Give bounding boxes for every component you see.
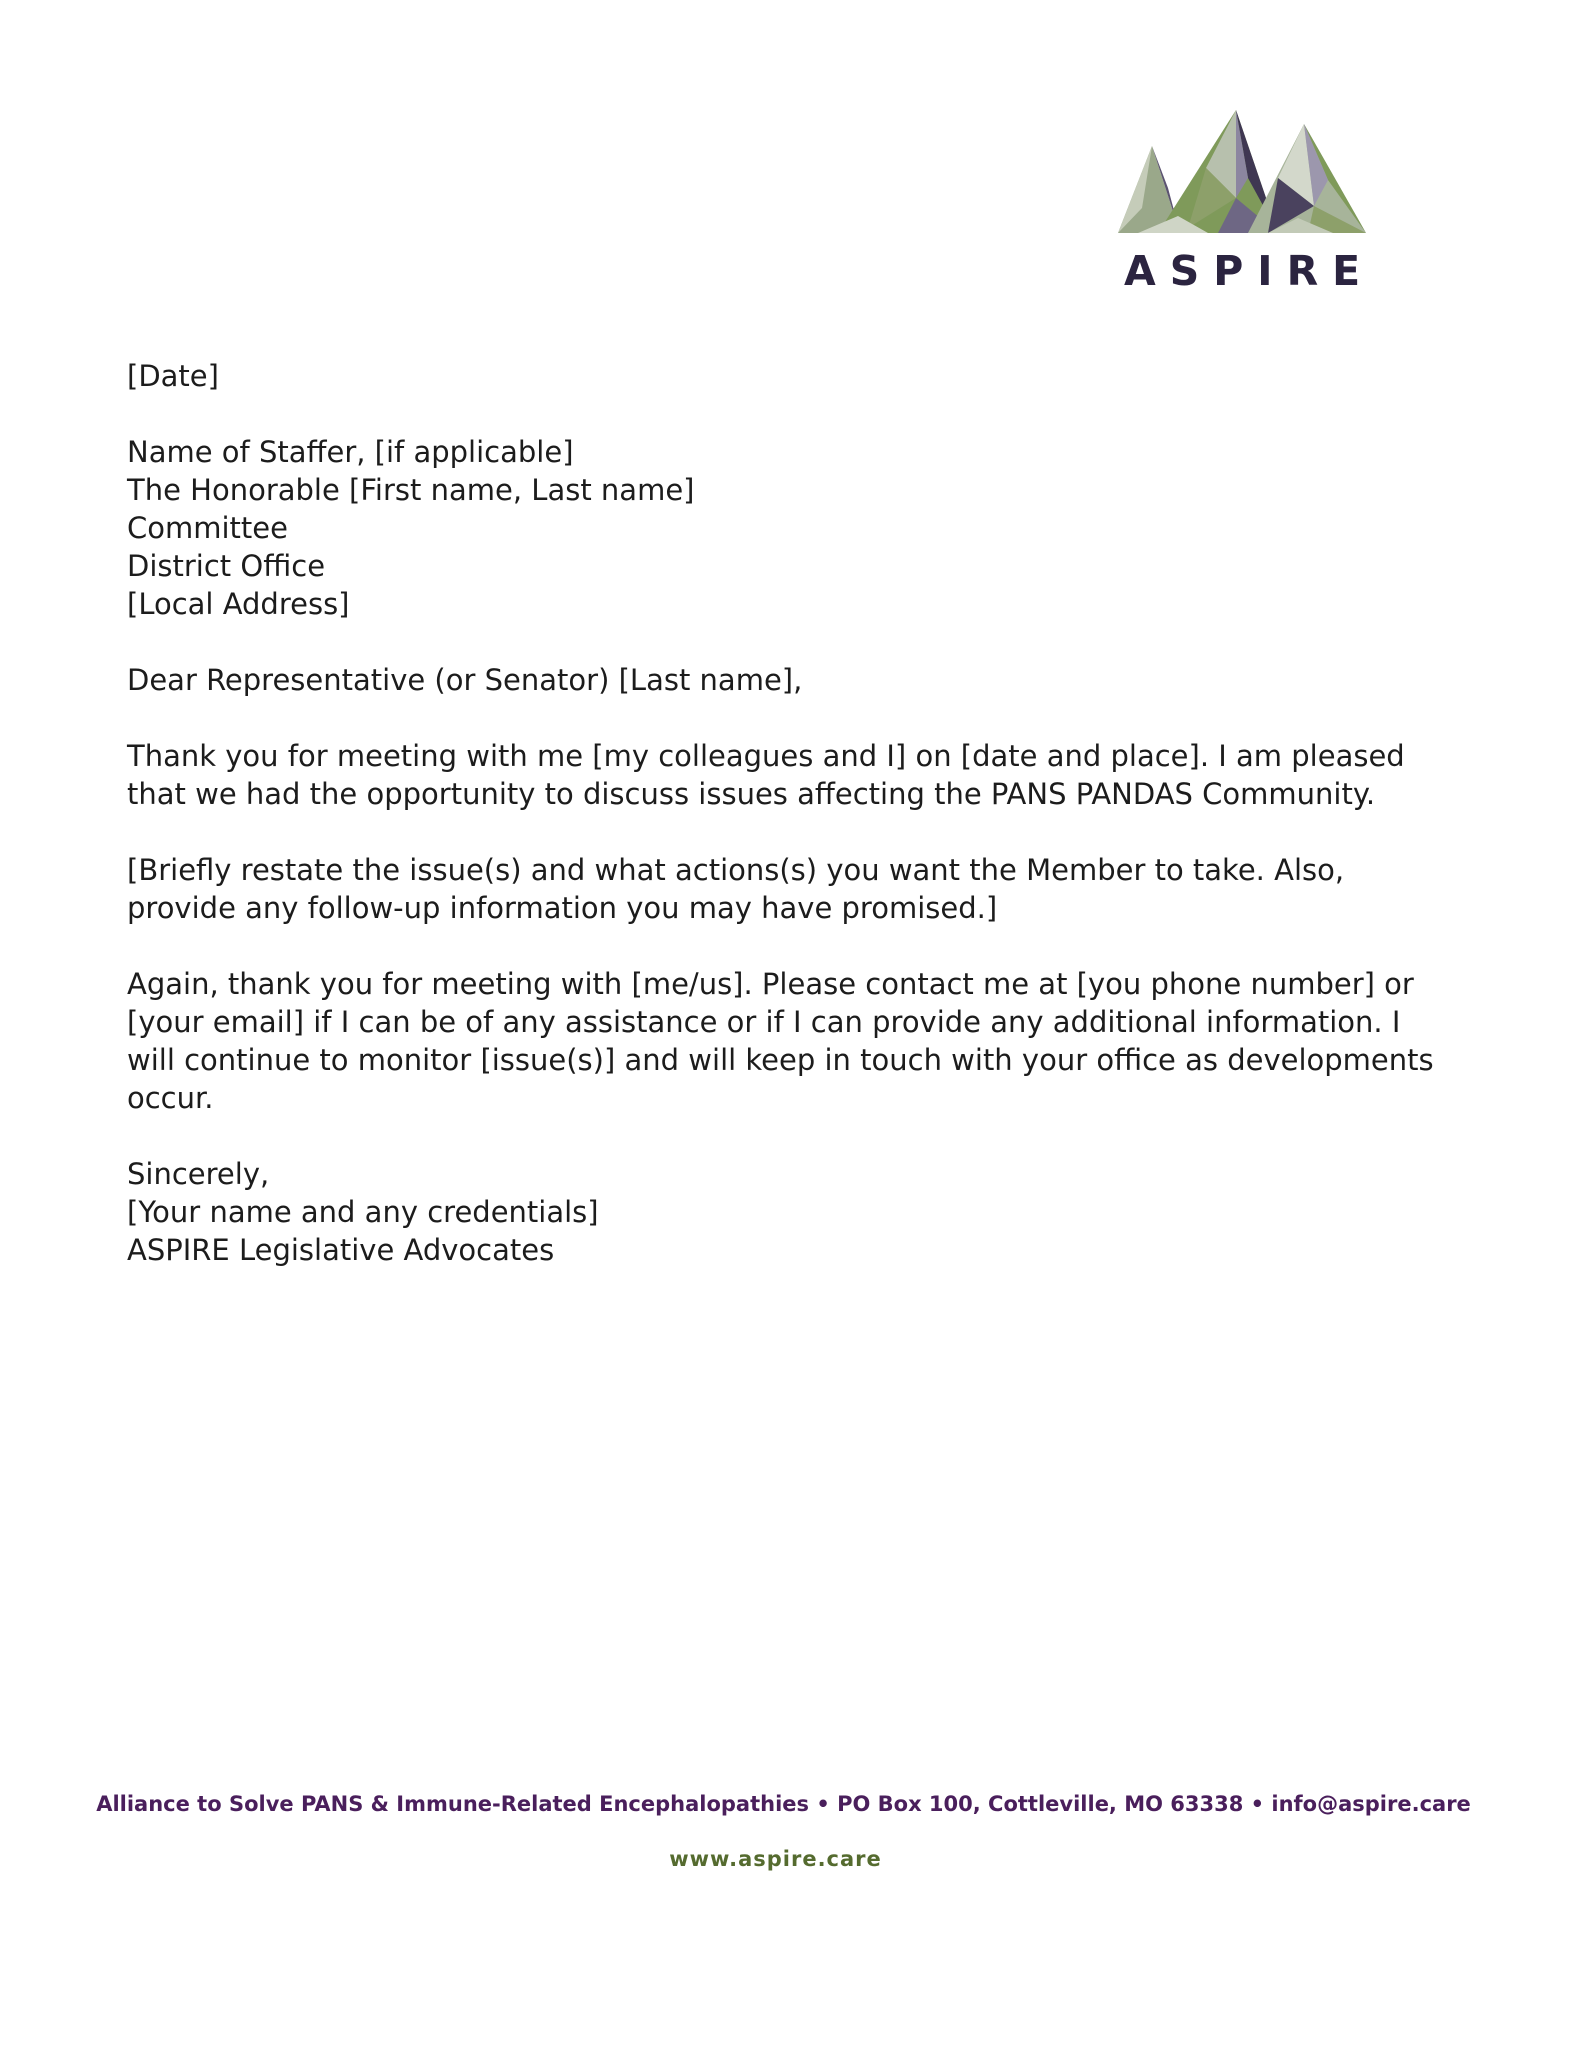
body-paragraph-issue: [Briefly restate the issue(s) and what actions(s) you want the Member to take. Also, provide any follow-up information you may have promised.] bbox=[127, 853, 1345, 925]
address-honorable: The Honorable [First name, Last name] bbox=[127, 473, 695, 507]
closing-organization: ASPIRE Legislative Advocates bbox=[127, 1233, 555, 1267]
closing-name: [Your name and any credentials] bbox=[127, 1195, 599, 1229]
address-office: District Office bbox=[127, 549, 326, 583]
mountain-logo-icon bbox=[1118, 108, 1366, 248]
letter-date: [Date] bbox=[127, 359, 219, 393]
footer-contact: Alliance to Solve PANS & Immune-Related Encephalopathies • PO Box 100, Cottleville, MO 63338 • info@aspire.care bbox=[96, 1792, 1471, 1816]
body-paragraph-thanks: Thank you for meeting with me [my colleagues and I] on [date and place]. I am pleased that we had the opportunity to discuss issues affecting the PANS PANDAS Community. bbox=[127, 739, 1405, 811]
closing bbox=[127, 1155, 1457, 1269]
address-committee: Committee bbox=[127, 511, 288, 545]
footer-website: www.aspire.care bbox=[669, 1847, 882, 1871]
salutation: Dear Representative (or Senator) [Last name], bbox=[127, 663, 803, 697]
aspire-logo bbox=[1110, 108, 1375, 298]
closing-signoff: Sincerely, bbox=[127, 1157, 270, 1191]
body-paragraph-followup: Again, thank you for meeting with [me/us]. Please contact me at [you phone number] or [your email] if I can be of any assistance or if I can provide any additional information. I will continue to monitor [issue(s)] and will keep in touch with your office as developments occur. bbox=[127, 967, 1434, 1115]
letter-body bbox=[127, 357, 1457, 1307]
logo-wordmark: ASPIRE bbox=[1124, 247, 1375, 295]
address-local: [Local Address] bbox=[127, 587, 350, 621]
address-staffer: Name of Staffer, [if applicable] bbox=[127, 435, 574, 469]
recipient-address bbox=[127, 433, 1457, 623]
